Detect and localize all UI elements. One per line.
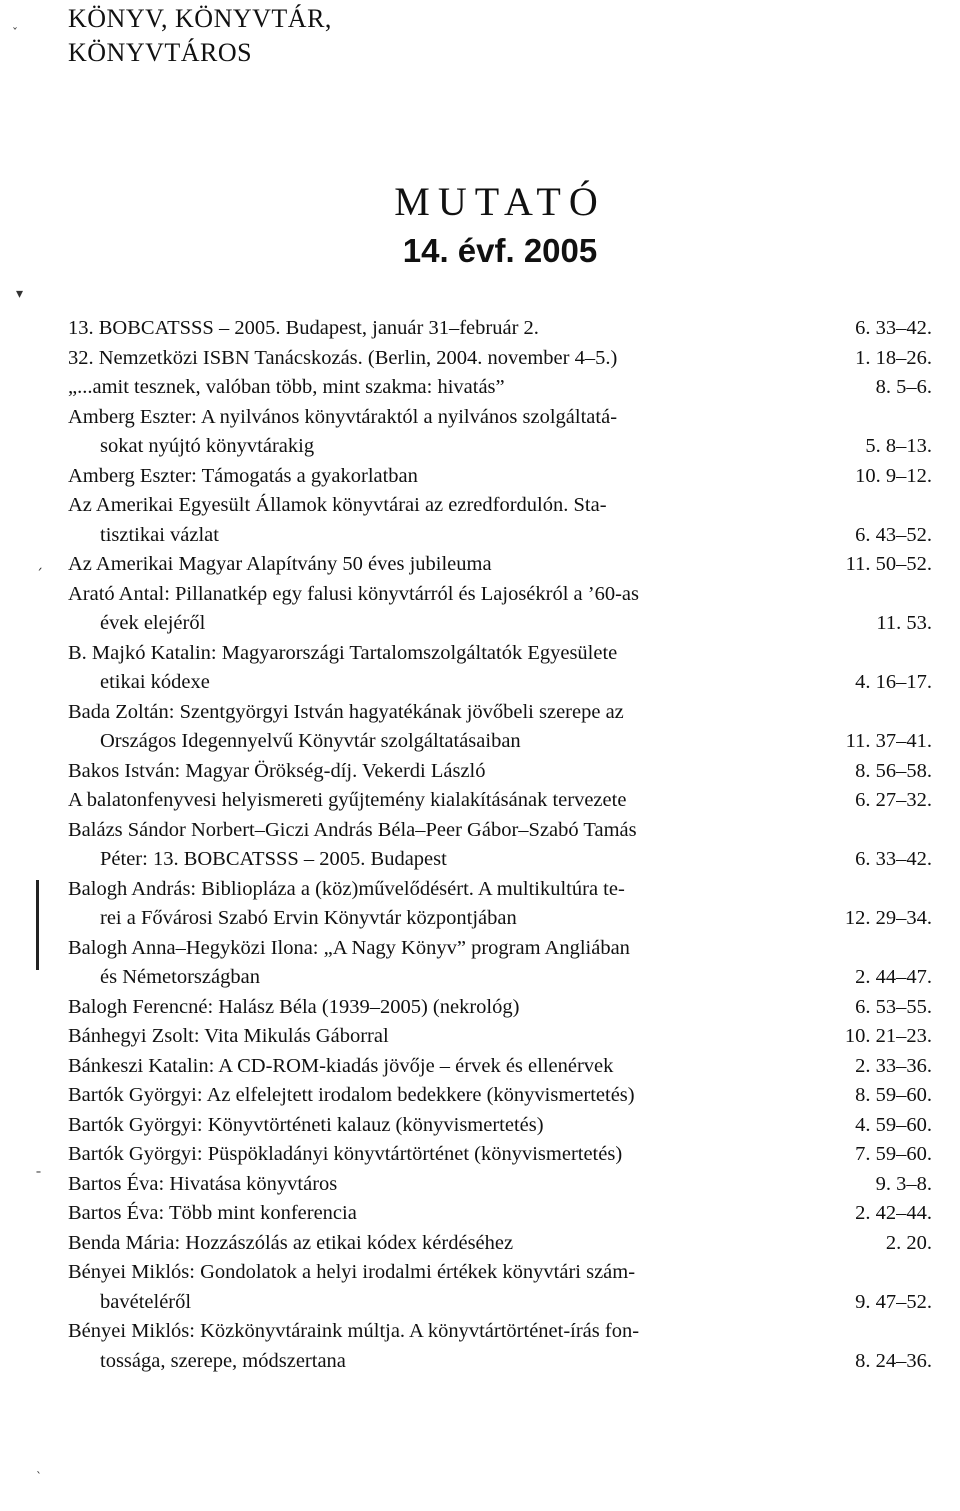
scan-mark: ▾ (16, 286, 24, 302)
index-entry (68, 1052, 938, 1082)
entry-text (68, 314, 798, 344)
index-entry (68, 934, 938, 993)
index-entry (68, 580, 938, 639)
entry-text-line: A balatonfenyvesi helyismereti gyűjtemény kialakításának tervezete (68, 789, 627, 811)
entry-text (68, 934, 798, 993)
entry-text-line: Bartók Györgyi: Az elfelejtett irodalom bedekkere (könyvismertetés) (68, 1084, 635, 1106)
index-entry (68, 816, 938, 875)
index-entry (68, 373, 938, 403)
entry-text-continuation: sokat nyújtó könyvtárakig (100, 435, 315, 457)
scan-mark: ˇ (12, 26, 18, 40)
entry-text-line: Az Amerikai Egyesült Államok könyvtárai az ezredfordulón. Sta- (68, 494, 607, 516)
entry-text (68, 698, 798, 757)
index-entry (68, 698, 938, 757)
entry-text (68, 1022, 798, 1052)
scan-mark: ˏ (36, 555, 43, 571)
entry-issue-pages: 8. 59–60. (855, 1084, 932, 1106)
entry-text (68, 1229, 798, 1259)
entry-text-continuation: tossága, szerepe, módszertana (100, 1349, 346, 1372)
entry-issue-pages: 11. 53. (876, 612, 932, 634)
index-entry (68, 344, 938, 374)
entry-issue-pages: 4. 59–60. (855, 1113, 932, 1136)
entry-text (68, 491, 798, 550)
entry-issue-pages: 11. 50–52. (845, 553, 932, 575)
scan-mark: ˋ (36, 1470, 42, 1484)
entry-text (68, 757, 798, 787)
entry-text-line: Balogh Ferencné: Halász Béla (1939–2005) (nekrológ) (68, 995, 520, 1018)
entry-issue-pages: 1. 18–26. (855, 346, 932, 369)
entry-text-continuation: és Németországban (100, 966, 260, 988)
scan-stroke (36, 880, 39, 970)
entry-text-line: Bényei Miklós: Közkönyvtáraink múltja. A könyvtártörténet-írás fon- (68, 1320, 640, 1342)
entry-issue-pages: 9. 3–8. (875, 1172, 932, 1195)
entry-text (68, 1258, 798, 1317)
index-entry (68, 1081, 938, 1111)
entry-issue-pages: 8. 24–36. (855, 1349, 932, 1372)
entry-text-line: 32. Nemzetközi ISBN Tanácskozás. (Berlin, 2004. november 4–5.) (68, 346, 618, 369)
entry-text (68, 786, 798, 816)
journal-title-line-2: KÖNYVTÁROS (68, 38, 253, 67)
entry-issue-pages: 5. 8–13. (865, 435, 932, 457)
entry-text-line: Amberg Eszter: Támogatás a gyakorlatban (68, 464, 418, 487)
index-entry (68, 403, 938, 462)
entry-text-continuation: etikai kódexe (100, 671, 210, 693)
entry-text-continuation: bavételéről (100, 1290, 192, 1313)
index-entry (68, 639, 938, 698)
entry-issue-pages: 12. 29–34. (844, 907, 932, 929)
entry-text (68, 580, 798, 639)
entry-text (68, 403, 798, 462)
entry-issue-pages: 10. 9–12. (855, 464, 932, 487)
index-entry (68, 1199, 938, 1229)
entry-text-line: „...amit tesznek, valóban több, mint szakma: hivatás” (68, 376, 505, 398)
entry-text (68, 1052, 798, 1082)
entry-text (68, 373, 798, 403)
entry-issue-pages: 2. 42–44. (855, 1202, 932, 1224)
entry-text (68, 1317, 798, 1376)
entry-text-line: Bényei Miklós: Gondolatok a helyi irodalmi értékek könyvtári szám- (68, 1261, 636, 1283)
index-entry (68, 1317, 938, 1376)
entry-issue-pages: 11. 37–41. (845, 730, 932, 752)
entry-issue-pages: 6. 33–42. (855, 317, 932, 339)
entry-issue-pages: 10. 21–23. (844, 1025, 932, 1047)
entry-text (68, 993, 798, 1023)
entry-text-line: Bartók Györgyi: Könyvtörténeti kalauz (könyvismertetés) (68, 1113, 544, 1136)
entry-issue-pages: 2. 33–36. (855, 1054, 932, 1077)
index-entry-list (68, 314, 938, 1376)
index-entry (68, 1170, 938, 1200)
entry-issue-pages: 8. 56–58. (855, 759, 932, 782)
entry-issue-pages: 6. 27–32. (855, 789, 932, 811)
journal-title-line-1: KÖNYV, KÖNYVTÁR, (68, 4, 332, 33)
index-entry (68, 757, 938, 787)
entry-issue-pages: 7. 59–60. (855, 1143, 932, 1165)
entry-issue-pages: 9. 47–52. (855, 1290, 932, 1313)
entry-text (68, 550, 798, 580)
index-entry (68, 462, 938, 492)
entry-text-line: Bakos István: Magyar Örökség-díj. Vekerdi László (68, 759, 486, 782)
entry-issue-pages: 6. 33–42. (855, 848, 932, 870)
entry-text (68, 1199, 798, 1229)
entry-issue-pages: 2. 44–47. (855, 966, 932, 988)
entry-issue-pages: 6. 43–52. (855, 523, 932, 546)
entry-text (68, 1140, 798, 1170)
entry-issue-pages: 4. 16–17. (855, 671, 932, 693)
entry-text-line: Bartók Györgyi: Püspökladányi könyvtártörténet (könyvismertetés) (68, 1143, 623, 1165)
index-entry (68, 1229, 938, 1259)
entry-text-line: Bánhegyi Zsolt: Vita Mikulás Gáborral (68, 1025, 389, 1047)
entry-text-line: Balogh András: Bibliopláza a (köz)művelődésért. A multikultúra te- (68, 877, 625, 900)
entry-text-continuation: tisztikai vázlat (100, 523, 219, 546)
entry-text-line: Bartos Éva: Hivatása könyvtáros (68, 1172, 338, 1195)
index-entry (68, 1140, 938, 1170)
entry-text-line: Arató Antal: Pillanatkép egy falusi könyvtárról és Lajosékról a ’60-as (68, 582, 639, 605)
entry-text-continuation: rei a Fővárosi Szabó Ervin Könyvtár központjában (100, 907, 517, 929)
index-entry (68, 1022, 938, 1052)
entry-text-continuation: Péter: 13. BOBCATSSS – 2005. Budapest (100, 848, 447, 870)
index-entry (68, 550, 938, 580)
entry-text-line: Bada Zoltán: Szentgyörgyi István hagyatékának jövőbeli szerepe az (68, 700, 624, 723)
entry-issue-pages: 2. 20. (885, 1231, 932, 1254)
entry-text-continuation: évek elejéről (100, 612, 206, 634)
entry-text-line: Balázs Sándor Norbert–Giczi András Béla–Peer Gábor–Szabó Tamás (68, 818, 637, 841)
entry-text-line: B. Majkó Katalin: Magyarországi Tartalomszolgáltatók Egyesülete (68, 641, 618, 664)
index-subtitle: 14. évf. 2005 (402, 232, 598, 269)
entry-issue-pages: 6. 53–55. (855, 995, 932, 1018)
index-entry (68, 314, 938, 344)
entry-text (68, 1111, 798, 1141)
entry-text-line: Benda Mária: Hozzászólás az etikai kódex kérdéséhez (68, 1231, 514, 1254)
entry-text (68, 875, 798, 934)
entry-text (68, 462, 798, 492)
index-entry (68, 875, 938, 934)
entry-text (68, 639, 798, 698)
index-entry (68, 786, 938, 816)
entry-text-line: Balogh Anna–Hegyközi Ilona: „A Nagy Könyv” program Angliában (68, 936, 630, 959)
entry-text-line: Bánkeszi Katalin: A CD-ROM-kiadás jövője – érvek és ellenérvek (68, 1054, 614, 1077)
entry-text-line: Amberg Eszter: A nyilvános könyvtáraktól a nyilvános szolgáltatá- (68, 405, 618, 428)
index-title-block (0, 178, 960, 274)
entry-text-line: Bartos Éva: Több mint konferencia (68, 1202, 357, 1224)
entry-text-line: Az Amerikai Magyar Alapítvány 50 éves jubileuma (68, 553, 492, 575)
entry-text-line: 13. BOBCATSSS – 2005. Budapest, január 31–február 2. (68, 317, 539, 339)
entry-text (68, 344, 798, 374)
entry-text (68, 816, 798, 875)
index-entry (68, 993, 938, 1023)
scan-mark: ˉ (35, 1170, 42, 1186)
index-entry (68, 1111, 938, 1141)
entry-issue-pages: 8. 5–6. (875, 376, 932, 398)
entry-text (68, 1170, 798, 1200)
journal-header (68, 2, 332, 70)
index-entry (68, 1258, 938, 1317)
entry-text (68, 1081, 798, 1111)
index-title: MUTATÓ (394, 179, 606, 224)
entry-text-continuation: Országos Idegennyelvű Könyvtár szolgáltatásaiban (100, 730, 521, 752)
index-entry (68, 491, 938, 550)
